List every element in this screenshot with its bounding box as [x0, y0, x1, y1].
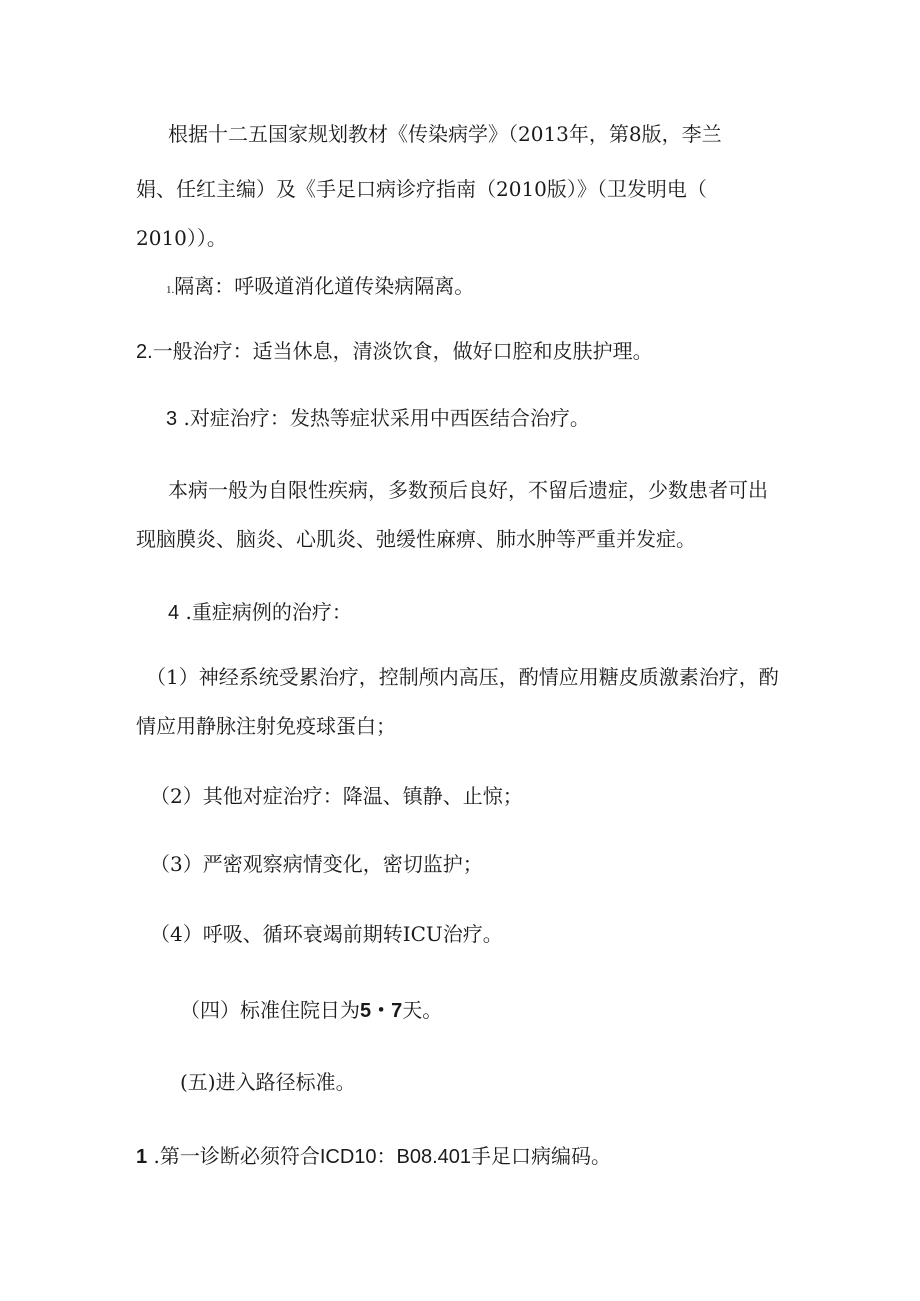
section-4-days: 5・7 [360, 1000, 403, 1022]
intro-line-3: 2010））。 [136, 226, 227, 250]
section-5-title: (五)进入路径标准。 [180, 1070, 356, 1094]
item-2-text: 一般治疗：适当休息，清淡饮食，做好口腔和皮肤护理。 [152, 339, 653, 363]
prognosis-line-2: 现脑膜炎、脑炎、心肌炎、弛缓性麻痹、肺水肿等严重并发症。 [136, 527, 696, 551]
severe-heading [168, 598, 352, 627]
intro-line-1: 根据十二五国家规划教材《传染病学》（2013年，第8版，李兰 [168, 122, 722, 146]
prognosis-line-1: 本病一般为自限性疾病，多数预后良好，不留后遗症，少数患者可出 [168, 478, 768, 502]
severe-sub-3: （3）严密观察病情变化，密切监护； [150, 852, 483, 876]
criteria-item-1 [136, 1142, 611, 1171]
item-3-number: 3 [166, 408, 178, 430]
severe-sub-4: （4）呼吸、循环衰竭前期转ICU治疗。 [150, 922, 503, 946]
section-4-suffix: 天。 [402, 998, 443, 1022]
severe-sub-1-line-2: 情应用静脉注射免疫球蛋白； [136, 714, 396, 738]
intro-line-2: 娟、任红主编）及《手足口病诊疗指南（2010版）》（卫发明电（ [136, 177, 707, 201]
severe-sub-2: （2）其他对症治疗：降温、镇静、止惊； [150, 784, 523, 808]
severe-heading-text: .重症病例的治疗： [185, 600, 352, 624]
criteria-text-b: 手足口病编码。 [471, 1144, 612, 1168]
section-4-prefix: （四）标准住院日为 [180, 998, 360, 1022]
criteria-text-a: .第一诊断必须符合 [153, 1144, 320, 1168]
item-2 [136, 337, 653, 366]
item-1-text: 隔离：呼吸道消化道传染病隔离。 [174, 274, 475, 298]
severe-heading-number: 4 [168, 602, 180, 624]
criteria-code: ICD10：B08.401 [319, 1146, 472, 1168]
item-3 [166, 404, 590, 433]
severe-sub-1-line-1: （1）神经系统受累治疗，控制颅内高压，酌情应用糖皮质激素治疗，酌 [146, 665, 779, 689]
item-2-number: 2. [136, 341, 153, 363]
item-1 [166, 272, 474, 304]
item-1-number: 1. [166, 284, 175, 296]
criteria-number: 1 [136, 1146, 148, 1168]
section-4-standard-stay [180, 996, 442, 1025]
item-3-text: .对症治疗：发热等症状采用中西医结合治疗。 [183, 406, 590, 430]
